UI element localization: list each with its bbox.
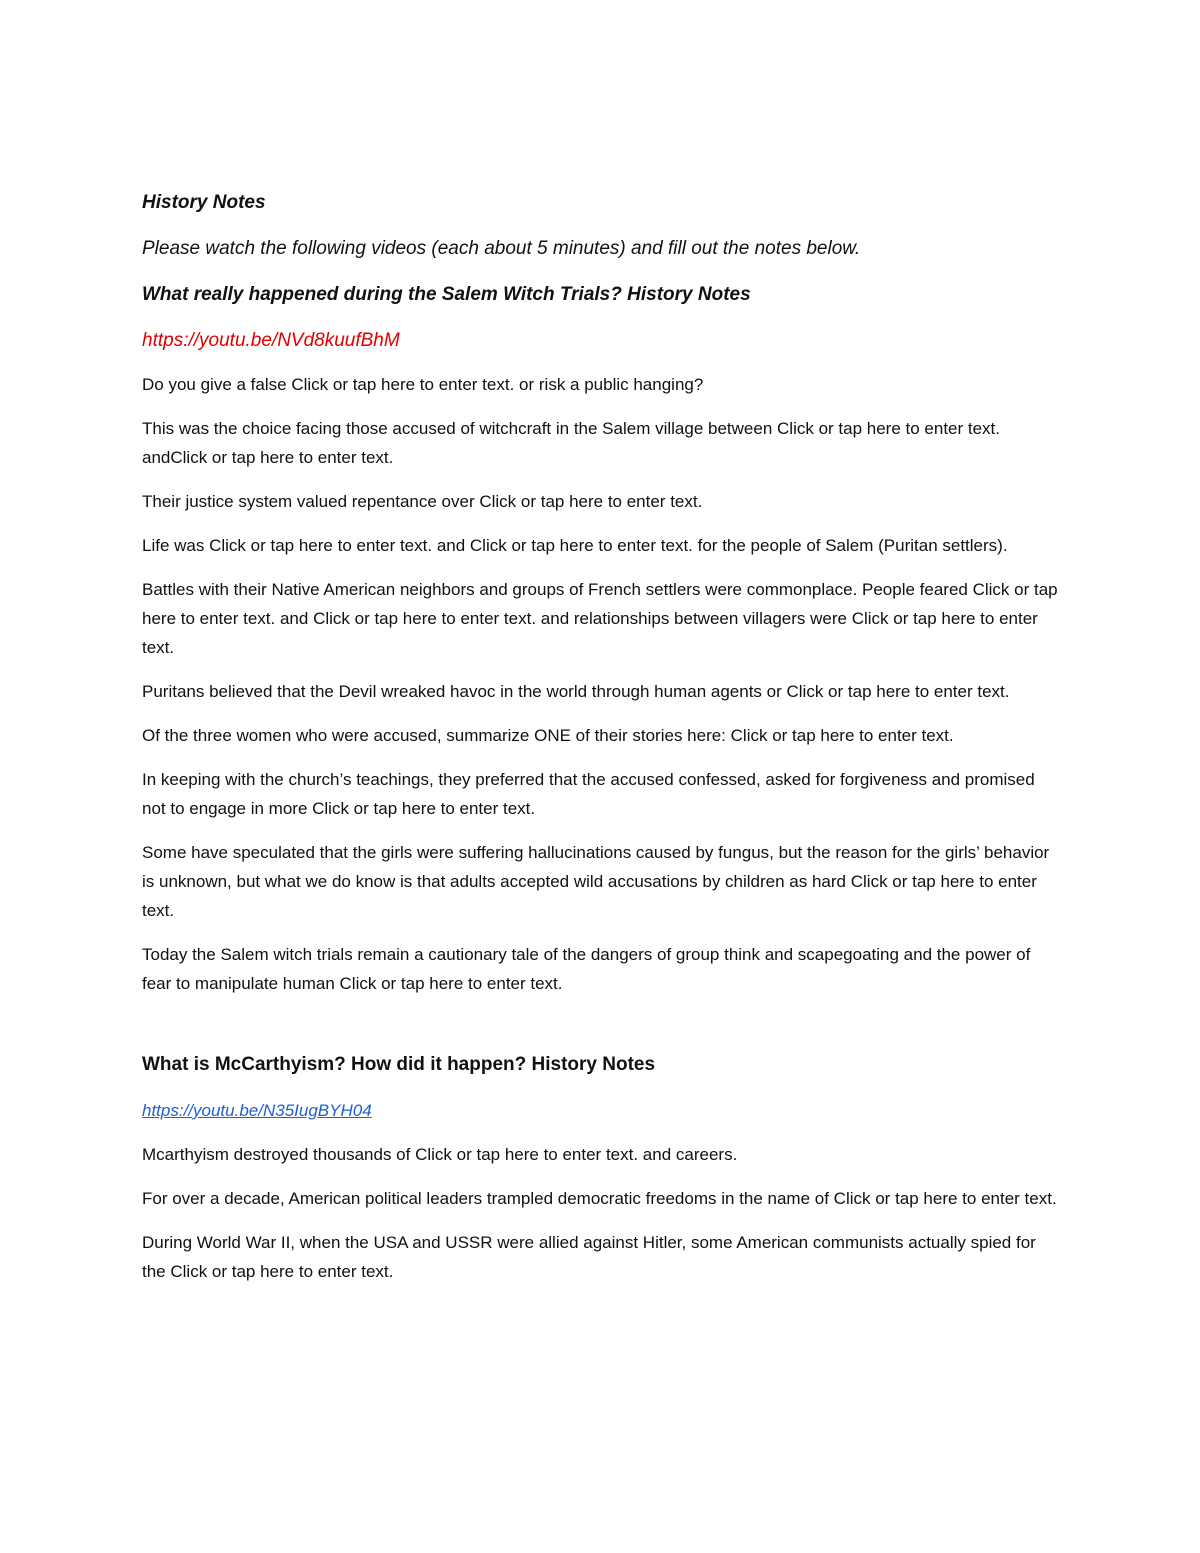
text-entry-field[interactable]: Click or tap here to enter text. — [833, 1189, 1057, 1208]
salem-question-10: Today the Salem witch trials remain a cautionary tale of the dangers of group think and scapegoating and the power of fear to manipulate human Click or tap here to enter text. — [142, 945, 1031, 993]
mccarthyism-section-heading: What is McCarthyism? How did it happen? History Notes — [142, 1054, 656, 1075]
text-entry-field[interactable]: Click or tap here to enter text. — [415, 1145, 639, 1164]
text-entry-field[interactable]: Click or tap here to enter text. — [170, 1262, 394, 1281]
text-entry-field[interactable]: Click or tap here to enter text. — [142, 609, 1038, 657]
section-spacer — [142, 1013, 1062, 1050]
text-entry-field[interactable]: Click or tap here to enter text. — [142, 872, 1037, 920]
salem-question-3: Their justice system valued repentance over Click or tap here to enter text. — [142, 492, 703, 511]
text-entry-field[interactable]: Click or tap here to enter text. — [313, 609, 537, 628]
text-entry-field[interactable]: Click or tap here to enter text. — [209, 536, 433, 555]
salem-question-9: Some have speculated that the girls were suffering hallucinations caused by fungus, but the reason for the girls’ behavior is unknown, but what we do know is that adults accepted wild accusations by children as hard Click or tap here to enter text. — [142, 843, 1050, 920]
text-entry-field[interactable]: Click or tap here to enter text. — [786, 682, 1010, 701]
document-page — [142, 188, 1062, 1301]
salem-video-link[interactable]: https://youtu.be/NVd8kuufBhM — [142, 330, 400, 351]
salem-question-4: Life was Click or tap here to enter text. and Click or tap here to enter text. for the people of Salem (Puritan settlers). — [142, 536, 1008, 555]
text-entry-field[interactable]: Click or tap here to enter text. — [339, 974, 563, 993]
salem-question-2: This was the choice facing those accused of witchcraft in the Salem village between Click or tap here to enter text. andClick or tap here to enter text. — [142, 419, 1001, 467]
text-entry-field[interactable]: Click or tap here to enter text. — [777, 419, 1001, 438]
salem-question-5: Battles with their Native American neighbors and groups of French settlers were commonplace. People feared Click or tap here to enter text. and Click or tap here to enter text. and relationships between villagers were Click or tap here to enter text. — [142, 580, 1058, 657]
salem-question-6: Puritans believed that the Devil wreaked havoc in the world through human agents or Click or tap here to enter text. — [142, 682, 1010, 701]
salem-question-8: In keeping with the church’s teachings, they preferred that the accused confessed, asked for forgiveness and promised not to engage in more Click or tap here to enter text. — [142, 770, 1035, 818]
text-entry-field[interactable]: Click or tap here to enter text. — [479, 492, 703, 511]
text-entry-field[interactable]: Click or tap here to enter text. — [291, 375, 515, 394]
text-entry-field[interactable]: Click or tap here to enter text. — [730, 726, 954, 745]
salem-section-heading: What really happened during the Salem Witch Trials? History Notes — [142, 284, 751, 305]
mccarthyism-question-1: Mcarthyism destroyed thousands of Click or tap here to enter text. and careers. — [142, 1145, 738, 1164]
text-entry-field[interactable]: Click or tap here to enter text. — [170, 448, 394, 467]
mccarthyism-video-link[interactable]: https://youtu.be/N35IugBYH04 — [142, 1101, 372, 1120]
instructions-text: Please watch the following videos (each about 5 minutes) and fill out the notes below. — [142, 238, 861, 259]
mccarthyism-question-3: During World War II, when the USA and USSR were allied against Hitler, some American communists actually spied for the Click or tap here to enter text. — [142, 1233, 1036, 1281]
text-entry-field[interactable]: Click or tap here to enter text. — [469, 536, 693, 555]
text-entry-field[interactable]: Click or tap here to enter text. — [312, 799, 536, 818]
salem-question-1: Do you give a false Click or tap here to enter text. or risk a public hanging? — [142, 375, 704, 394]
salem-question-7: Of the three women who were accused, summarize ONE of their stories here: Click or tap here to enter text. — [142, 726, 954, 745]
text-entry-field[interactable]: Click or tap here to enter text. — [142, 580, 1058, 628]
document-title: History Notes — [142, 192, 266, 213]
mccarthyism-question-2: For over a decade, American political leaders trampled democratic freedoms in the name of Click or tap here to enter text. — [142, 1189, 1057, 1208]
